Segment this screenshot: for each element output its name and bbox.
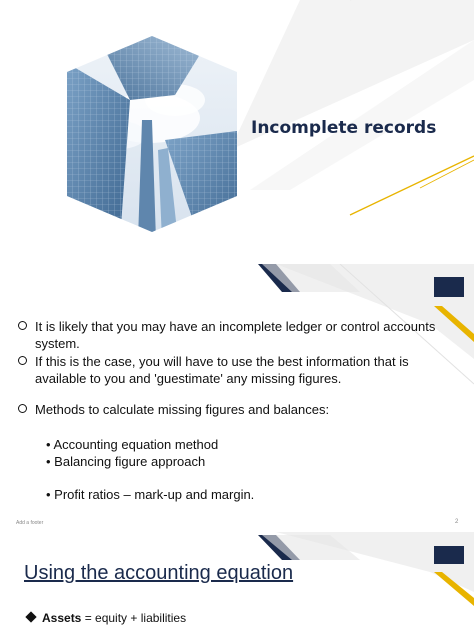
bold-term: Assets (42, 611, 82, 625)
slide-title (0, 0, 474, 262)
slide-title-heading: Incomplete records (251, 118, 437, 138)
diamond-bullet-icon (25, 611, 36, 622)
page-number: 2 (455, 519, 459, 525)
slide-content: It is likely that you may have an incomplete ledger or control accounts system. If this is the case, you will have to use the best information that is available to you and 'guestimate' any missing figures. Methods to calculate missing figures and balances: • Accounting equation method • Balancing figure approach • Profit ratios – mark-up and margin. Add a footer 2 (0, 264, 474, 532)
circle-bullet-icon (18, 356, 27, 365)
slide-accounting-equation (0, 532, 474, 632)
sub-list-item: • Accounting equation method (46, 437, 219, 452)
list-item (24, 611, 186, 625)
sub-list-item: • Balancing figure approach (46, 454, 206, 469)
circle-bullet-icon (18, 404, 27, 413)
skyscraper-hexagon-image (60, 30, 245, 240)
slide-footer: Add a footer (16, 520, 44, 526)
slide-heading: Using the accounting equation (24, 562, 294, 584)
sub-list-item: • Profit ratios – mark-up and margin. (46, 487, 255, 502)
circle-bullet-icon (18, 321, 27, 330)
equation-text: = equity + liabilities (81, 611, 187, 625)
